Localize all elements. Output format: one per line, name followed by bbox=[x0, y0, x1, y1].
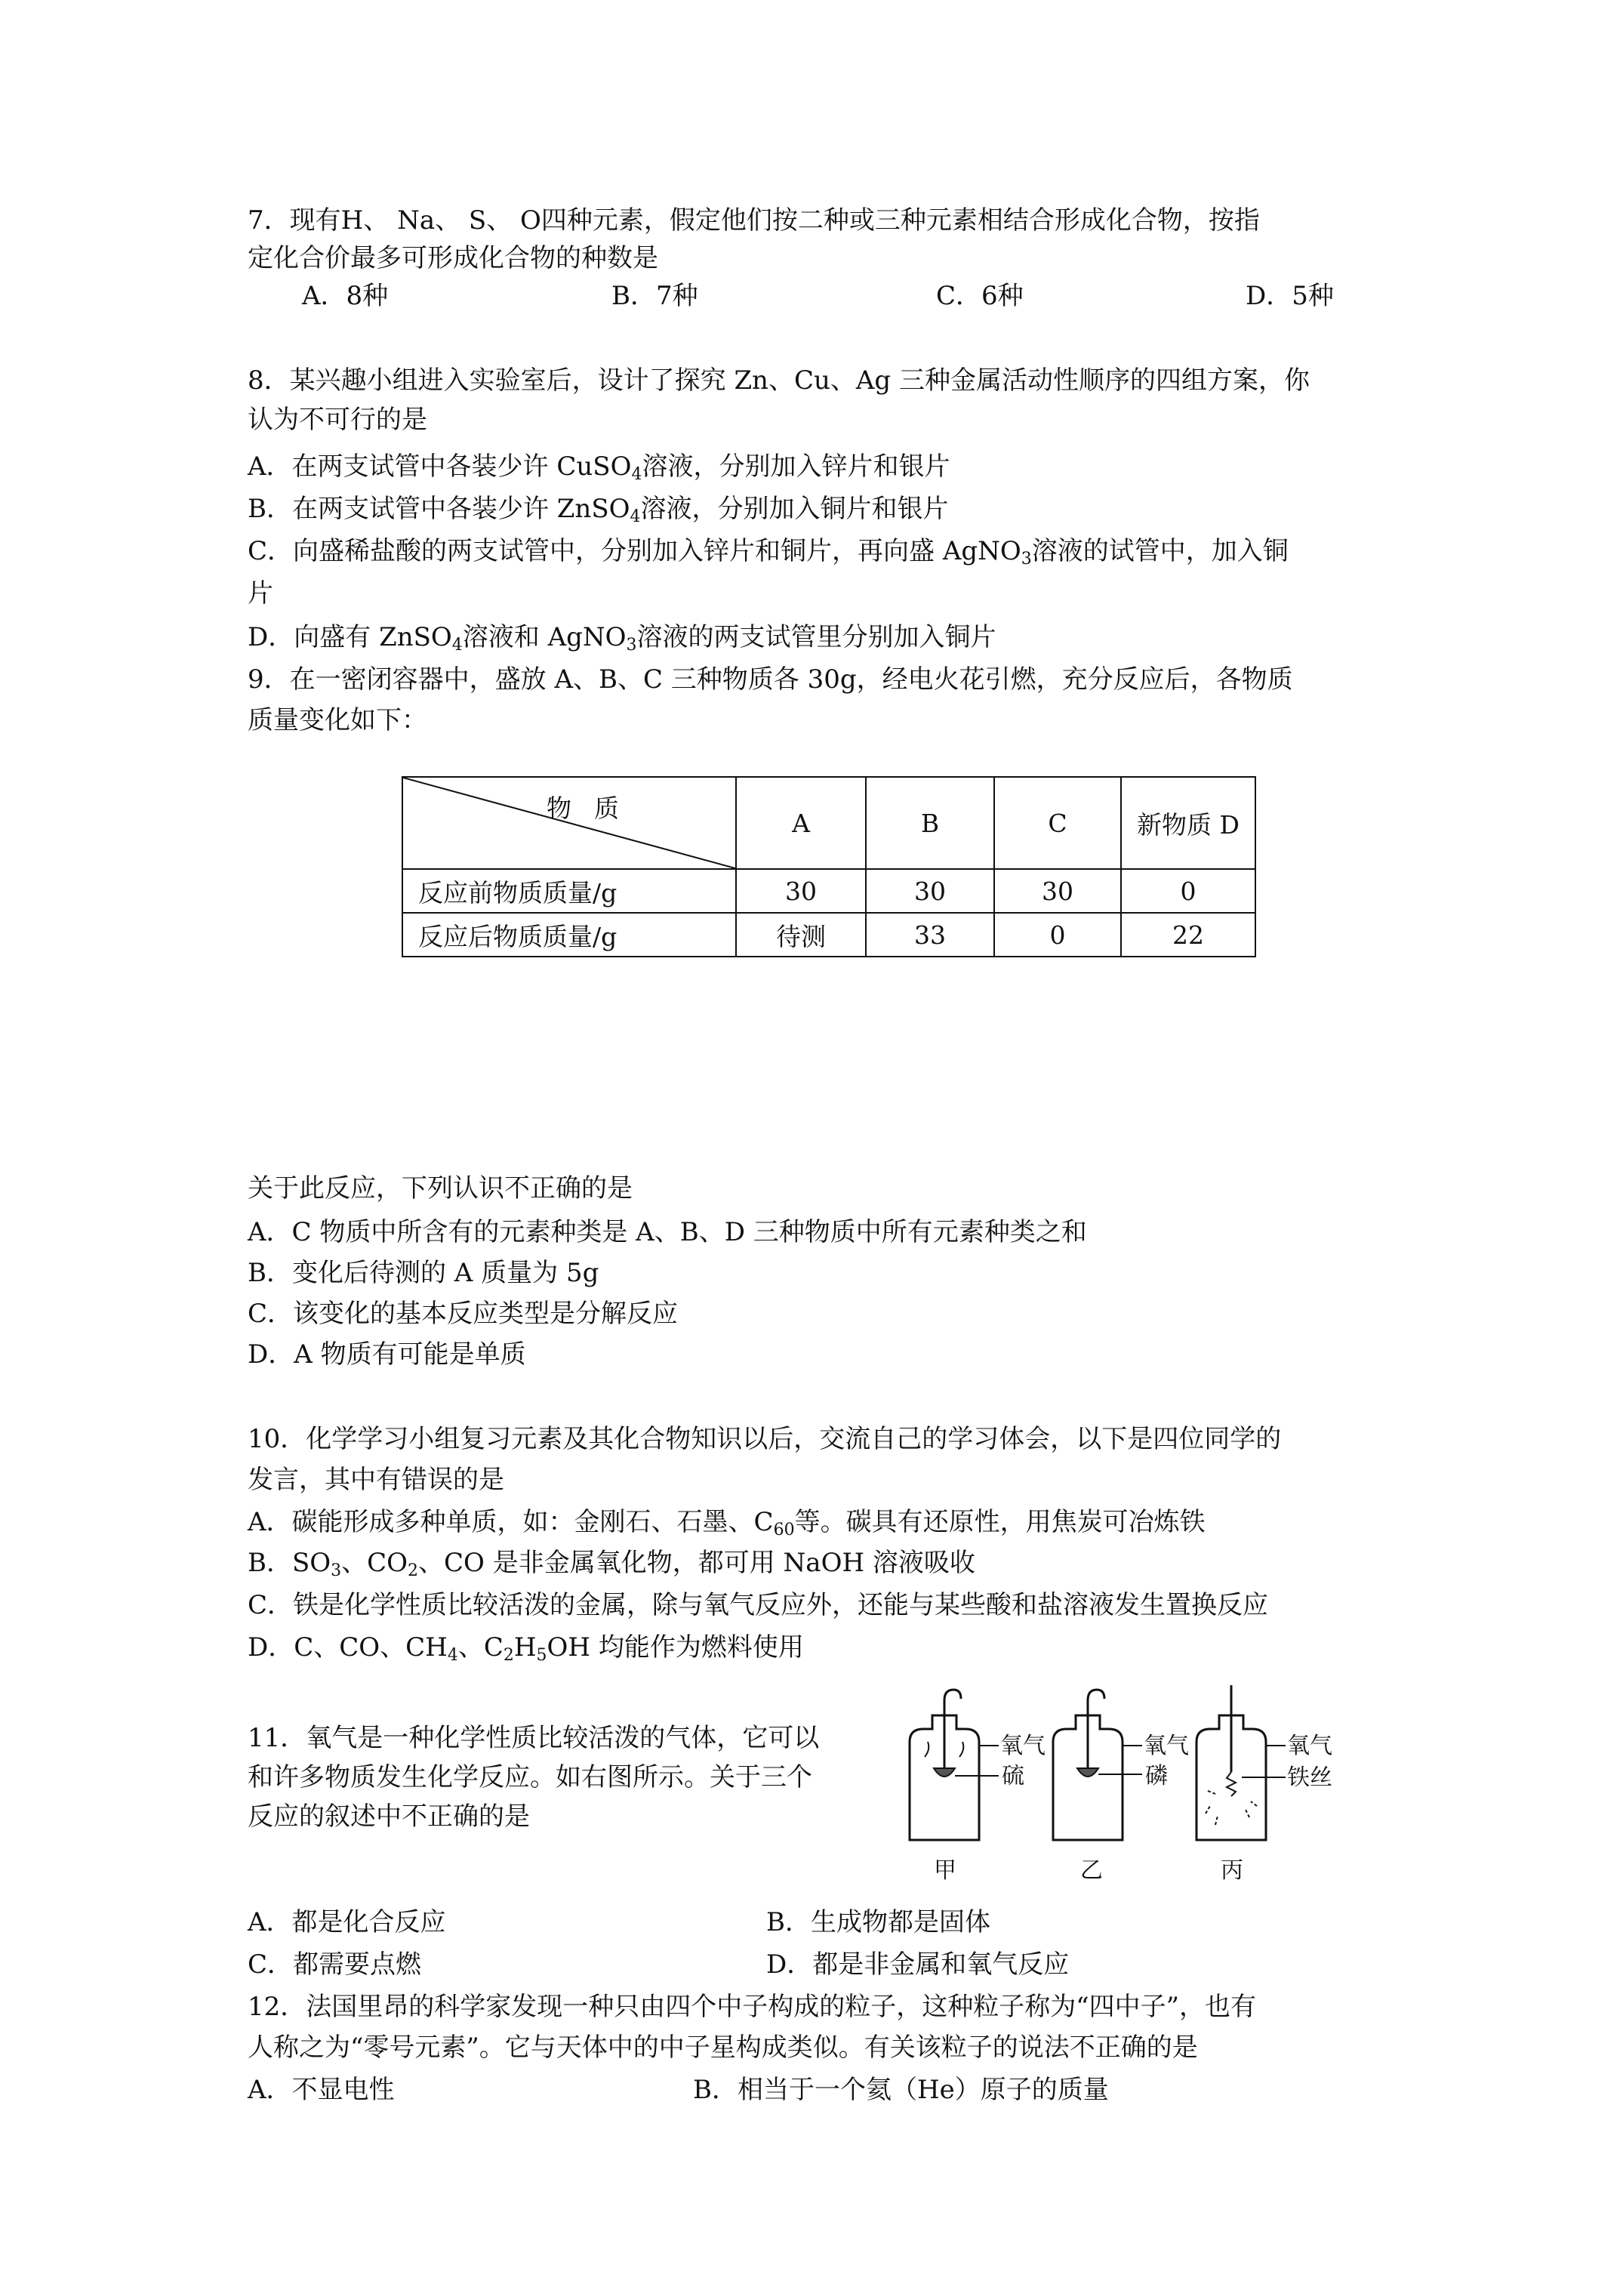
cell-before-a: 30 bbox=[736, 869, 866, 913]
q7-stem-line2: 定化合价最多可形成化合物的种数是 bbox=[248, 243, 658, 273]
label-phosphorus: 磷 bbox=[1145, 1763, 1168, 1789]
q7-option-a: A．8种 bbox=[302, 281, 389, 311]
q10-option-a: A．碳能形成多种单质，如：金刚石、石墨、$C_{60}$等。碳具有还原性，用焦炭可冶炼铁 bbox=[248, 1507, 1206, 1539]
q8-stem-line1: 8．某兴趣小组进入实验室后，设计了探究 Zn、Cu、Ag 三种金属活动性顺序的四组方案，你 bbox=[248, 365, 1310, 396]
q9-stem-line3: 关于此反应，下列认识不正确的是 bbox=[248, 1173, 633, 1203]
cell-before-b: 30 bbox=[866, 869, 994, 913]
bottle-jia bbox=[910, 1690, 999, 1840]
q9-option-b: B．变化后待测的 A 质量为 5g bbox=[248, 1258, 599, 1288]
q12-option-b: B．相当于一个氦（He）原子的质量 bbox=[693, 2075, 1109, 2105]
q8-option-c-cont: 片 bbox=[248, 578, 273, 609]
table-row bbox=[402, 913, 1255, 957]
label-sulfur: 硫 bbox=[1002, 1763, 1024, 1789]
q11-stem-line1: 11．氧气是一种化学性质比较活泼的气体，它可以 bbox=[248, 1723, 820, 1753]
table-row bbox=[402, 869, 1255, 913]
table-corner-label: 物质 bbox=[547, 794, 642, 823]
q7-option-b: B．7种 bbox=[611, 281, 698, 311]
cell-after-b: 33 bbox=[866, 913, 994, 957]
mass-change-table bbox=[402, 776, 1256, 957]
oxygen-reaction-figure bbox=[895, 1685, 1355, 1885]
table-header-b: B bbox=[866, 777, 994, 869]
q10-option-b: B．$SO_3$、$CO_2$、CO 是非金属氧化物，都可用 NaOH 溶液吸收 bbox=[248, 1548, 975, 1580]
q10-option-c: C．铁是化学性质比较活泼的金属，除与氧气反应外，还能与某些酸和盐溶液发生置换反应 bbox=[248, 1590, 1269, 1620]
q10-stem-line1: 10．化学学习小组复习元素及其化合物知识以后，交流自己的学习体会，以下是四位同学的 bbox=[248, 1424, 1282, 1454]
bottle-bing bbox=[1196, 1685, 1286, 1840]
q10-stem-line2: 发言，其中有错误的是 bbox=[248, 1465, 504, 1495]
q7-option-c: C．6种 bbox=[936, 281, 1024, 311]
table-corner-cell bbox=[402, 777, 736, 869]
row-label-after: 反应后物质质量/g bbox=[402, 913, 736, 957]
table-header-d: 新物质 D bbox=[1121, 777, 1255, 869]
q9-option-c: C．该变化的基本反应类型是分解反应 bbox=[248, 1299, 679, 1329]
label-bing: 丙 bbox=[1221, 1857, 1243, 1884]
q8-option-c: C．向盛稀盐酸的两支试管中，分别加入锌片和铜片，再向盛 AgNO$_3$溶液的试管中，加入铜 bbox=[248, 536, 1289, 569]
q11-option-a: A．都是化合反应 bbox=[248, 1907, 446, 1937]
q7-option-d: D．5种 bbox=[1246, 281, 1334, 311]
label-oxygen-jia: 氧气 bbox=[1000, 1733, 1046, 1759]
q9-stem-line2: 质量变化如下： bbox=[248, 705, 427, 735]
cell-after-a: 待测 bbox=[736, 913, 866, 957]
cell-after-c: 0 bbox=[994, 913, 1121, 957]
q9-option-a: A．C 物质中所含有的元素种类是 A、B、D 三种物质中所有元素种类之和 bbox=[248, 1217, 1087, 1247]
q8-option-a: A．在两支试管中各装少许 CuSO$_4$溶液，分别加入锌片和银片 bbox=[248, 451, 950, 484]
q7-stem-line1: 7．现有H、 Na、 S、 O四种元素，假定他们按二种或三种元素相结合形成化合物，按指 bbox=[248, 205, 1260, 236]
q12-stem-line2: 人称之为“零号元素”。它与天体中的中子星构成类似。有关该粒子的说法不正确的是 bbox=[248, 2032, 1198, 2063]
cell-before-d: 0 bbox=[1121, 869, 1255, 913]
label-jia: 甲 bbox=[934, 1857, 956, 1884]
label-oxygen-yi: 氧气 bbox=[1144, 1733, 1189, 1759]
q11-stem-line2: 和许多物质发生化学反应。如右图所示。关于三个 bbox=[248, 1762, 812, 1792]
row-label-before: 反应前物质质量/g bbox=[402, 869, 736, 913]
q12-option-a: A．不显电性 bbox=[248, 2075, 395, 2105]
cell-after-d: 22 bbox=[1121, 913, 1255, 957]
label-iron-wire: 铁丝 bbox=[1287, 1764, 1332, 1791]
q11-stem-line3: 反应的叙述中不正确的是 bbox=[248, 1801, 530, 1832]
q8-stem-line2: 认为不可行的是 bbox=[248, 405, 427, 435]
q10-option-d: D．C、CO、$CH_4$、$C_2H_5OH$ 均能作为燃料使用 bbox=[248, 1632, 804, 1665]
table-header-c: C bbox=[994, 777, 1121, 869]
q9-option-d: D．A 物质有可能是单质 bbox=[248, 1339, 526, 1370]
label-yi: 乙 bbox=[1080, 1857, 1103, 1884]
cell-before-c: 30 bbox=[994, 869, 1121, 913]
q8-option-d: D．向盛有 ZnSO$_4$溶液和 AgNO$_3$溶液的两支试管里分别加入铜片 bbox=[248, 622, 996, 655]
q11-option-d: D．都是非金属和氧气反应 bbox=[766, 1949, 1070, 1980]
label-oxygen-bing: 氧气 bbox=[1287, 1733, 1332, 1759]
q11-option-b: B．生成物都是固体 bbox=[766, 1907, 990, 1937]
q8-option-b: B．在两支试管中各装少许 ZnSO$_4$溶液，分别加入铜片和银片 bbox=[248, 494, 949, 526]
table-header-a: A bbox=[736, 777, 866, 869]
bottle-yi bbox=[1053, 1690, 1142, 1840]
q12-stem-line1: 12．法国里昂的科学家发现一种只由四个中子构成的粒子，这种粒子称为“四中子”，也有 bbox=[248, 1992, 1257, 2022]
q9-stem-line1: 9．在一密闭容器中，盛放 A、B、C 三种物质各 30g，经电火花引燃，充分反应后，各物质 bbox=[248, 664, 1293, 695]
q11-option-c: C．都需要点燃 bbox=[248, 1949, 422, 1980]
